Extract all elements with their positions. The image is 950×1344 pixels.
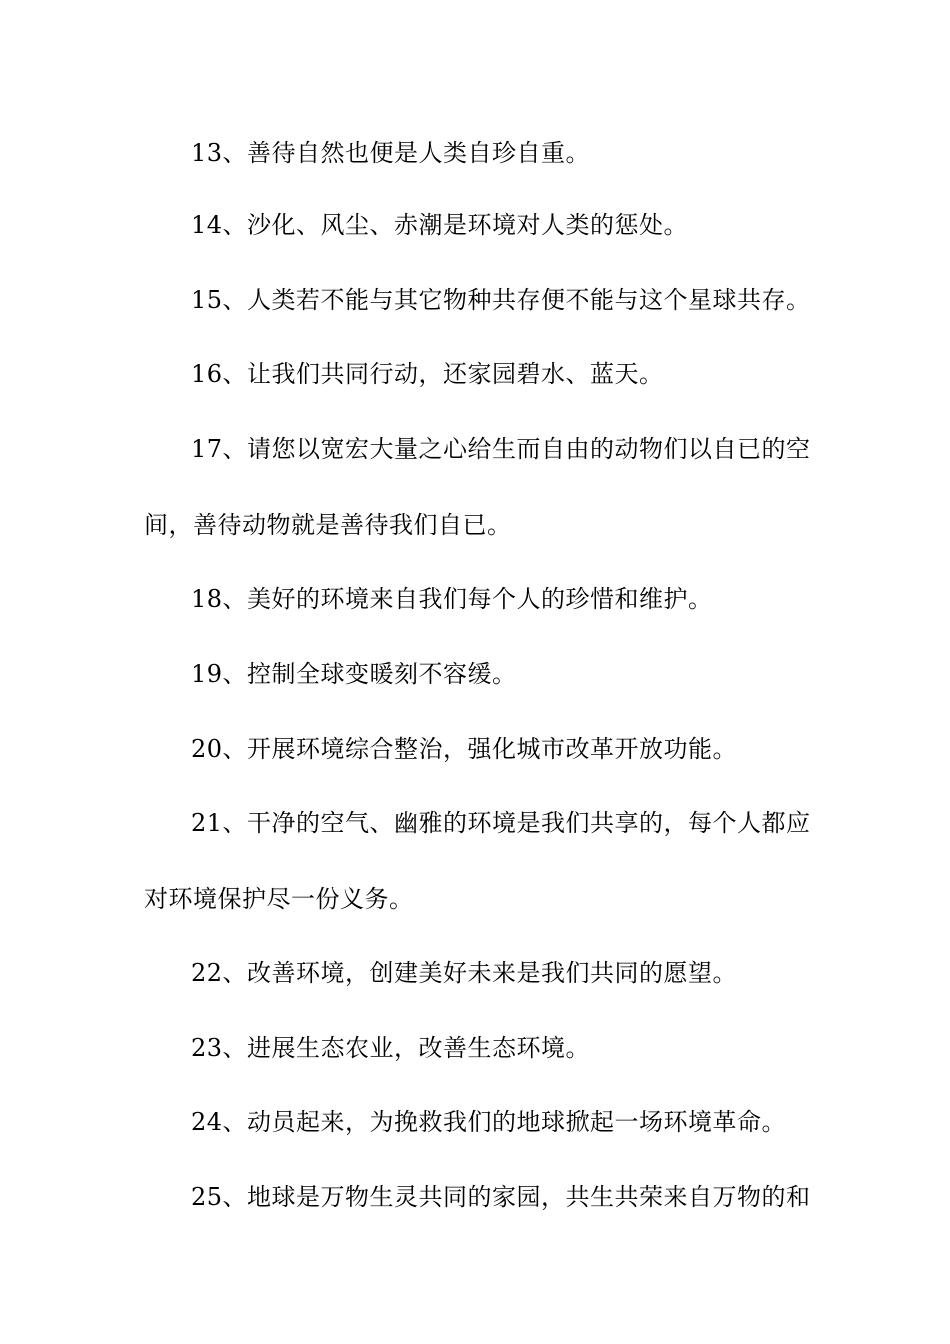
paragraph-24-line-1: 24、动员起来，为挽救我们的地球掀起一场环境革命。 — [191, 1108, 787, 1136]
paragraph-18-line-1: 18、美好的环境来自我们每个人的珍惜和维护。 — [191, 585, 713, 613]
paragraph-17-line-2: 间，善待动物就是善待我们自已。 — [144, 511, 512, 539]
paragraph-21-line-2: 对环境保护尽一份义务。 — [144, 885, 414, 913]
paragraph-14-line-1: 14、沙化、风尘、赤潮是环境对人类的惩处。 — [191, 211, 689, 239]
paragraph-13-line-1: 13、善待自然也便是人类自珍自重。 — [191, 139, 591, 167]
paragraph-15-line-1: 15、人类若不能与其它物种共存便不能与这个星球共存。 — [191, 286, 811, 314]
paragraph-21-line-1: 21、干净的空气、幽雅的环境是我们共享的，每个人都应 — [191, 809, 811, 837]
paragraph-19-line-1: 19、控制全球变暖刻不容缓。 — [191, 660, 517, 688]
paragraph-16-line-1: 16、让我们共同行动，还家园碧水、蓝天。 — [191, 360, 664, 388]
paragraph-25-line-1: 25、地球是万物生灵共同的家园，共生共荣来自万物的和 — [191, 1183, 811, 1211]
paragraph-20-line-1: 20、开展环境综合整治，强化城市改革开放功能。 — [191, 735, 738, 763]
paragraph-17-line-1: 17、请您以宽宏大量之心给生而自由的动物们以自已的空 — [191, 435, 811, 463]
paragraph-22-line-1: 22、改善环境，创建美好未来是我们共同的愿望。 — [191, 959, 738, 987]
paragraph-23-line-1: 23、进展生态农业，改善生态环境。 — [191, 1034, 591, 1062]
